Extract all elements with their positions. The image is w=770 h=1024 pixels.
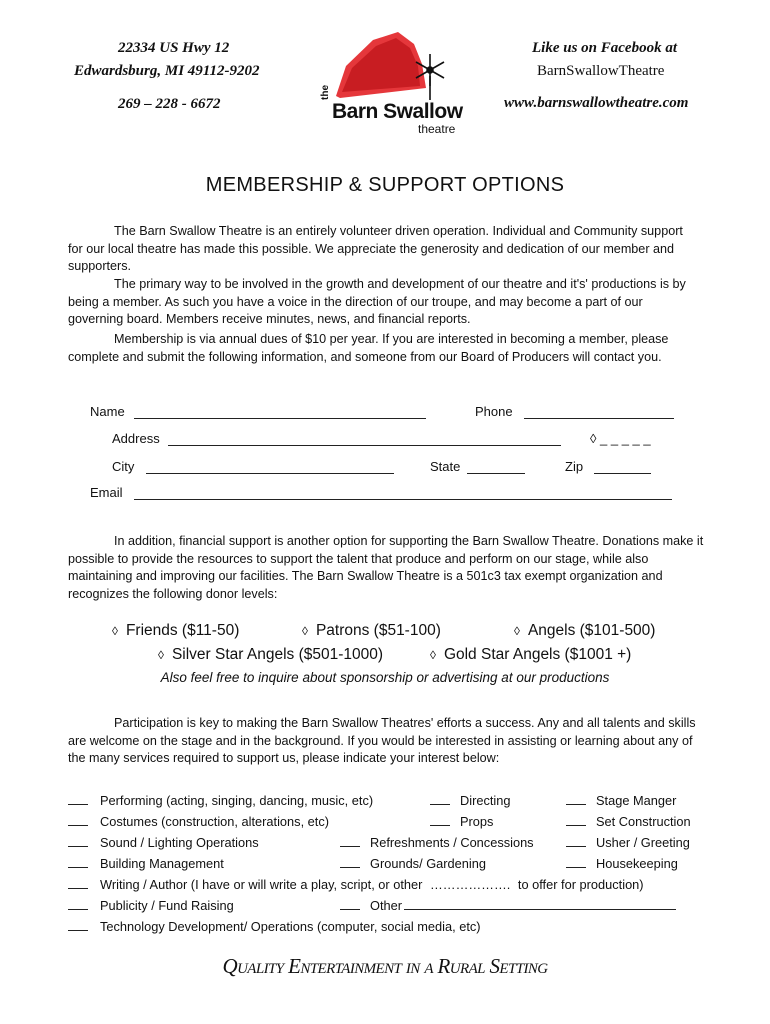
zip-label: Zip (565, 459, 584, 474)
address-line-1: 22334 US Hwy 12 (118, 40, 230, 56)
checkbox-blank[interactable] (68, 792, 88, 805)
page-title: MEMBERSHIP & SUPPORT OPTIONS (205, 174, 565, 196)
donor-patrons-label: Patrons ($51-100) (315, 622, 441, 639)
checkbox-blank[interactable] (68, 876, 88, 889)
interest-label: Refreshments / Concessions (370, 835, 534, 850)
interest-label: Sound / Lighting Operations (100, 835, 259, 850)
interest-label: Housekeeping (596, 856, 678, 871)
phone-field[interactable] (524, 406, 674, 419)
interest-label: Grounds/ Gardening (370, 856, 486, 871)
interest-other[interactable] (340, 897, 676, 913)
checkbox-blank[interactable] (68, 897, 88, 910)
interest-grounds[interactable] (340, 855, 486, 871)
diamond-bullet-icon: ◊ (302, 624, 308, 638)
address-label: Address (112, 431, 160, 446)
donor-level-gold (430, 646, 631, 664)
address-line-2: Edwardsburg, MI 49112-9202 (74, 63, 260, 79)
interest-sound[interactable] (68, 834, 259, 850)
interest-label: Technology Development/ Operations (computer, social media, etc) (100, 919, 481, 934)
name-field[interactable] (134, 406, 426, 419)
interest-writing[interactable] (68, 876, 644, 892)
state-label: State (430, 459, 461, 474)
interest-publicity[interactable] (68, 897, 234, 913)
interest-set-construction[interactable] (566, 813, 691, 829)
state-field[interactable] (467, 461, 525, 474)
city-field[interactable] (146, 461, 394, 474)
donor-angels-label: Angels ($101-500) (527, 622, 656, 639)
city-label: City (112, 459, 135, 474)
interest-props[interactable] (430, 813, 493, 829)
interest-label: Stage Manger (596, 793, 677, 808)
interest-label: Performing (acting, singing, dancing, music, etc) (100, 793, 374, 808)
other-field[interactable] (404, 897, 676, 910)
interest-label: Writing / Author (I have or will write a play, script, or other (100, 877, 423, 892)
interest-housekeeping[interactable] (566, 855, 678, 871)
interest-label: Costumes (construction, alterations, etc) (100, 814, 330, 829)
interest-building[interactable] (68, 855, 224, 871)
checkbox-blank[interactable] (566, 834, 586, 847)
diamond-bullet-icon: ◊ (430, 648, 436, 662)
donor-level-angels (514, 622, 655, 640)
intro-paragraph-2: The primary way to be involved in the growth and development of our theatre and it's' productions is by being a member. As such you have a voice in the direction of our troupe, and may become a part of our governing board. Members receive minutes, news, and financial reports. (68, 277, 686, 326)
theatre-logo (318, 26, 478, 138)
checkbox-blank[interactable] (430, 813, 450, 826)
phone-label: Phone (475, 404, 513, 419)
diamond-bullet-icon: ◊ (112, 624, 118, 638)
footer-slogan: Quality Entertainment in a Rural Setting (222, 954, 548, 978)
participation-paragraph: Participation is key to making the Barn Swallow Theatres' efforts a success. Any and all talents and skills are welcome on the stage and in the background. If you would be interested in assisting or learning about any of the many services required to support us, please indicate your interest below: (68, 716, 696, 765)
checkbox-blank[interactable] (340, 834, 360, 847)
checkbox-blank[interactable] (566, 792, 586, 805)
address-extra-blank[interactable]: ◊ _ _ _ _ _ (590, 431, 651, 446)
checkbox-blank[interactable] (566, 855, 586, 868)
interest-label: Publicity / Fund Raising (100, 898, 234, 913)
donor-friends-label: Friends ($11-50) (125, 622, 240, 639)
diamond-bullet-icon: ◊ (514, 624, 520, 638)
interest-label: Directing (460, 793, 511, 808)
interest-usher[interactable] (566, 834, 690, 850)
website-link[interactable]: www.barnswallowtheatre.com (504, 95, 689, 111)
name-label: Name (90, 404, 125, 419)
interest-label-end: to offer for production) (517, 877, 644, 892)
checkbox-blank[interactable] (566, 813, 586, 826)
interest-label: Other (370, 898, 403, 913)
interest-costumes[interactable] (68, 813, 329, 829)
logo-name: Barn Swallow (332, 100, 463, 123)
logo-subtitle: theatre (418, 122, 456, 136)
checkbox-blank[interactable] (68, 813, 88, 826)
sponsorship-note: Also feel free to inquire about sponsorship or advertising at our productions (160, 670, 610, 685)
intro-paragraph-1: The Barn Swallow Theatre is an entirely volunteer driven operation. Individual and Community support for our local theatre has made this possible. We appreciate the generosity and dedication of our member and supporters. (68, 224, 683, 273)
interest-label: Building Management (100, 856, 224, 871)
interest-label: Usher / Greeting (596, 835, 690, 850)
interest-technology[interactable] (68, 918, 481, 934)
donor-silver-label: Silver Star Angels ($501-1000) (171, 646, 384, 663)
donation-paragraph: In addition, financial support is another option for supporting the Barn Swallow Theatre. Donations make it possible to provide the resources to support the talent that produce and perform on our stage, while also maintaining and improving our facilities. The Barn Swallow Theatre is a 501c3 tax exempt organization and recognizes the following donor levels: (68, 534, 704, 601)
facebook-label: Like us on Facebook at (532, 40, 677, 56)
address-field[interactable] (168, 433, 561, 446)
interest-label: Props (460, 814, 494, 829)
diamond-bullet-icon: ◊ (158, 648, 164, 662)
logo-the: the (320, 85, 331, 100)
checkbox-blank[interactable] (68, 834, 88, 847)
checkbox-blank[interactable] (68, 918, 88, 931)
checkbox-blank[interactable] (340, 855, 360, 868)
interest-dots: ………………. (429, 877, 511, 892)
donor-level-friends (112, 622, 239, 640)
checkbox-blank[interactable] (68, 855, 88, 868)
zip-field[interactable] (594, 461, 651, 474)
interest-label: Set Construction (596, 814, 691, 829)
facebook-page[interactable]: BarnSwallowTheatre (537, 63, 665, 79)
checkbox-blank[interactable] (430, 792, 450, 805)
interest-directing[interactable] (430, 792, 511, 808)
phone-number: 269 – 228 - 6672 (118, 96, 221, 112)
donor-gold-label: Gold Star Angels ($1001 +) (443, 646, 632, 663)
checkbox-blank[interactable] (340, 897, 360, 910)
donor-level-silver (158, 646, 383, 664)
email-label: Email (90, 485, 123, 500)
interest-performing[interactable] (68, 792, 373, 808)
interest-refreshments[interactable] (340, 834, 534, 850)
donor-level-patrons (302, 622, 441, 640)
intro-paragraph-3: Membership is via annual dues of $10 per year. If you are interested in becoming a member, please complete and submit the following information, and someone from our Board of Producers will contact you. (68, 332, 669, 364)
interest-stage-manager[interactable] (566, 792, 676, 808)
email-field[interactable] (134, 487, 672, 500)
